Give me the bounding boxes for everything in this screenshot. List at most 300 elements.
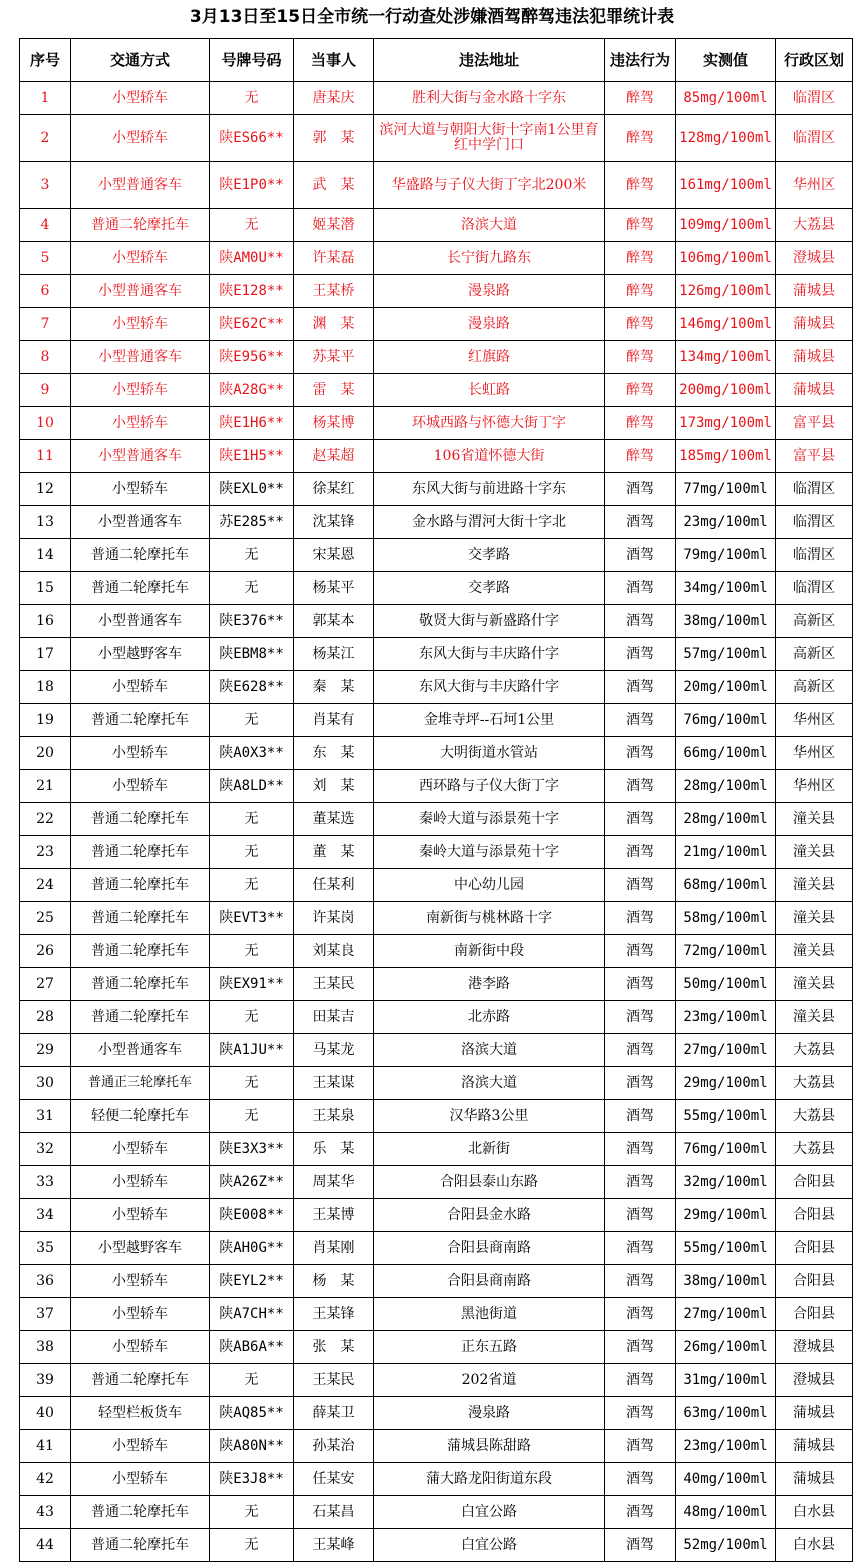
cell-plate-number: 陕AH0G** [210, 1232, 294, 1265]
cell-plate-number: 陕E3X3** [210, 1133, 294, 1166]
cell-vehicle-type: 普通二轮摩托车 [71, 209, 210, 242]
cell-district: 富平县 [776, 440, 853, 473]
cell-district: 临渭区 [776, 572, 853, 605]
cell-index: 25 [20, 902, 71, 935]
cell-plate-number: 无 [210, 209, 294, 242]
table-row [20, 803, 853, 836]
cell-party: 董某选 [294, 803, 374, 836]
cell-violation: 醉驾 [605, 440, 676, 473]
cell-party: 杨 某 [294, 1265, 374, 1298]
cell-party: 徐某红 [294, 473, 374, 506]
cell-address: 黑池街道 [374, 1298, 605, 1331]
cell-measured-value: 55mg/100ml [676, 1100, 776, 1133]
cell-vehicle-type: 小型轿车 [71, 115, 210, 162]
cell-district: 蒲城县 [776, 1397, 853, 1430]
cell-plate-number: 陕E1P0** [210, 162, 294, 209]
cell-index: 3 [20, 162, 71, 209]
cell-measured-value: 28mg/100ml [676, 803, 776, 836]
table-row [20, 836, 853, 869]
table-row [20, 902, 853, 935]
cell-measured-value: 76mg/100ml [676, 1133, 776, 1166]
cell-address: 洛滨大道 [374, 1067, 605, 1100]
cell-plate-number: 陕A26Z** [210, 1166, 294, 1199]
cell-measured-value: 52mg/100ml [676, 1529, 776, 1562]
table-row [20, 935, 853, 968]
cell-violation: 酒驾 [605, 869, 676, 902]
cell-plate-number: 无 [210, 869, 294, 902]
cell-party: 刘某良 [294, 935, 374, 968]
cell-address: 港李路 [374, 968, 605, 1001]
cell-plate-number: 陕ES66** [210, 115, 294, 162]
table-row [20, 275, 853, 308]
cell-party: 乐 某 [294, 1133, 374, 1166]
cell-district: 澄城县 [776, 1364, 853, 1397]
cell-vehicle-type: 小型普通客车 [71, 275, 210, 308]
cell-plate-number: 无 [210, 1067, 294, 1100]
cell-district: 华州区 [776, 737, 853, 770]
cell-district: 潼关县 [776, 803, 853, 836]
cell-party: 王某民 [294, 968, 374, 1001]
cell-plate-number: 陕AM0U** [210, 242, 294, 275]
cell-address: 交孝路 [374, 572, 605, 605]
cell-party: 王某桥 [294, 275, 374, 308]
cell-vehicle-type: 普通二轮摩托车 [71, 1529, 210, 1562]
cell-violation: 酒驾 [605, 1199, 676, 1232]
cell-measured-value: 23mg/100ml [676, 1430, 776, 1463]
cell-address: 漫泉路 [374, 1397, 605, 1430]
cell-party: 姬某潜 [294, 209, 374, 242]
cell-plate-number: 无 [210, 572, 294, 605]
table-row [20, 869, 853, 902]
cell-vehicle-type: 小型轿车 [71, 1463, 210, 1496]
cell-index: 35 [20, 1232, 71, 1265]
cell-party: 王某谋 [294, 1067, 374, 1100]
cell-measured-value: 77mg/100ml [676, 473, 776, 506]
cell-address: 秦岭大道与添景苑十字 [374, 803, 605, 836]
cell-vehicle-type: 普通二轮摩托车 [71, 935, 210, 968]
cell-plate-number: 陕AQ85** [210, 1397, 294, 1430]
cell-violation: 酒驾 [605, 539, 676, 572]
cell-index: 27 [20, 968, 71, 1001]
cell-measured-value: 57mg/100ml [676, 638, 776, 671]
table-row [20, 374, 853, 407]
cell-vehicle-type: 小型普通客车 [71, 162, 210, 209]
cell-index: 29 [20, 1034, 71, 1067]
cell-party: 苏某平 [294, 341, 374, 374]
cell-district: 大荔县 [776, 1100, 853, 1133]
cell-index: 19 [20, 704, 71, 737]
table-body [20, 82, 853, 1562]
cell-violation: 醉驾 [605, 407, 676, 440]
cell-party: 刘 某 [294, 770, 374, 803]
cell-district: 富平县 [776, 407, 853, 440]
cell-address: 金水路与渭河大街十字北 [374, 506, 605, 539]
cell-party: 任某利 [294, 869, 374, 902]
cell-district: 潼关县 [776, 935, 853, 968]
cell-address: 蒲城县陈甜路 [374, 1430, 605, 1463]
cell-vehicle-type: 小型普通客车 [71, 506, 210, 539]
cell-address: 汉华路3公里 [374, 1100, 605, 1133]
cell-party: 杨某江 [294, 638, 374, 671]
cell-party: 郭某本 [294, 605, 374, 638]
cell-address: 漫泉路 [374, 308, 605, 341]
cell-plate-number: 陕EXL0** [210, 473, 294, 506]
cell-violation: 酒驾 [605, 1100, 676, 1133]
cell-vehicle-type: 普通二轮摩托车 [71, 1496, 210, 1529]
cell-measured-value: 27mg/100ml [676, 1298, 776, 1331]
table-row [20, 1331, 853, 1364]
cell-measured-value: 38mg/100ml [676, 605, 776, 638]
cell-measured-value: 21mg/100ml [676, 836, 776, 869]
cell-vehicle-type: 小型轿车 [71, 308, 210, 341]
cell-district: 蒲城县 [776, 308, 853, 341]
cell-plate-number: 无 [210, 935, 294, 968]
table-row [20, 770, 853, 803]
table-row [20, 704, 853, 737]
table-row [20, 1463, 853, 1496]
cell-violation: 酒驾 [605, 1331, 676, 1364]
cell-district: 合阳县 [776, 1298, 853, 1331]
cell-address: 106省道怀德大街 [374, 440, 605, 473]
table-row [20, 82, 853, 115]
cell-vehicle-type: 小型普通客车 [71, 341, 210, 374]
cell-measured-value: 76mg/100ml [676, 704, 776, 737]
cell-plate-number: 陕E628** [210, 671, 294, 704]
cell-party: 田某吉 [294, 1001, 374, 1034]
cell-district: 大荔县 [776, 1133, 853, 1166]
cell-district: 华州区 [776, 770, 853, 803]
cell-party: 秦 某 [294, 671, 374, 704]
cell-plate-number: 陕AB6A** [210, 1331, 294, 1364]
cell-district: 潼关县 [776, 1001, 853, 1034]
table-row [20, 1397, 853, 1430]
cell-district: 蒲城县 [776, 374, 853, 407]
cell-index: 18 [20, 671, 71, 704]
header-address: 违法地址 [374, 39, 605, 82]
table-row [20, 1034, 853, 1067]
cell-violation: 酒驾 [605, 704, 676, 737]
cell-party: 孙某治 [294, 1430, 374, 1463]
cell-measured-value: 23mg/100ml [676, 1001, 776, 1034]
cell-district: 大荔县 [776, 209, 853, 242]
cell-vehicle-type: 小型轿车 [71, 1298, 210, 1331]
cell-plate-number: 无 [210, 1100, 294, 1133]
cell-index: 22 [20, 803, 71, 836]
cell-plate-number: 无 [210, 1529, 294, 1562]
cell-address: 长宁街九路东 [374, 242, 605, 275]
cell-violation: 醉驾 [605, 115, 676, 162]
cell-index: 28 [20, 1001, 71, 1034]
cell-violation: 酒驾 [605, 1397, 676, 1430]
cell-district: 蒲城县 [776, 1430, 853, 1463]
cell-violation: 酒驾 [605, 1430, 676, 1463]
cell-vehicle-type: 轻便二轮摩托车 [71, 1100, 210, 1133]
header-measured-value: 实测值 [676, 39, 776, 82]
cell-measured-value: 28mg/100ml [676, 770, 776, 803]
table-row [20, 308, 853, 341]
cell-violation: 酒驾 [605, 572, 676, 605]
cell-party: 周某华 [294, 1166, 374, 1199]
cell-plate-number: 陕E1H5** [210, 440, 294, 473]
cell-vehicle-type: 小型轿车 [71, 1199, 210, 1232]
cell-vehicle-type: 普通二轮摩托车 [71, 968, 210, 1001]
cell-address: 正东五路 [374, 1331, 605, 1364]
cell-measured-value: 106mg/100ml [676, 242, 776, 275]
table-row [20, 1067, 853, 1100]
cell-measured-value: 58mg/100ml [676, 902, 776, 935]
cell-district: 白水县 [776, 1529, 853, 1562]
cell-violation: 醉驾 [605, 209, 676, 242]
table-row [20, 737, 853, 770]
cell-address: 合阳县商南路 [374, 1265, 605, 1298]
cell-index: 40 [20, 1397, 71, 1430]
cell-party: 王某泉 [294, 1100, 374, 1133]
cell-measured-value: 173mg/100ml [676, 407, 776, 440]
cell-violation: 醉驾 [605, 341, 676, 374]
table-row [20, 407, 853, 440]
cell-vehicle-type: 普通二轮摩托车 [71, 704, 210, 737]
cell-party: 任某安 [294, 1463, 374, 1496]
cell-party: 王某博 [294, 1199, 374, 1232]
cell-party: 武 某 [294, 162, 374, 209]
cell-vehicle-type: 轻型栏板货车 [71, 1397, 210, 1430]
cell-violation: 酒驾 [605, 836, 676, 869]
cell-district: 澄城县 [776, 1331, 853, 1364]
cell-vehicle-type: 小型轿车 [71, 1166, 210, 1199]
table-row [20, 341, 853, 374]
header-party: 当事人 [294, 39, 374, 82]
cell-plate-number: 陕EVT3** [210, 902, 294, 935]
cell-measured-value: 79mg/100ml [676, 539, 776, 572]
cell-plate-number: 陕A8LD** [210, 770, 294, 803]
table-row [20, 440, 853, 473]
cell-index: 4 [20, 209, 71, 242]
cell-district: 华州区 [776, 162, 853, 209]
cell-vehicle-type: 小型轿车 [71, 737, 210, 770]
cell-violation: 酒驾 [605, 1265, 676, 1298]
cell-violation: 酒驾 [605, 1133, 676, 1166]
header-index: 序号 [20, 39, 71, 82]
cell-address: 合阳县泰山东路 [374, 1166, 605, 1199]
cell-measured-value: 200mg/100ml [676, 374, 776, 407]
table-row [20, 1364, 853, 1397]
cell-plate-number: 陕A28G** [210, 374, 294, 407]
cell-plate-number: 陕E62C** [210, 308, 294, 341]
cell-party: 赵某超 [294, 440, 374, 473]
cell-violation: 酒驾 [605, 671, 676, 704]
cell-plate-number: 陕A80N** [210, 1430, 294, 1463]
cell-party: 王某锋 [294, 1298, 374, 1331]
cell-party: 许某磊 [294, 242, 374, 275]
cell-plate-number: 陕A0X3** [210, 737, 294, 770]
cell-address: 敬贤大街与新盛路什字 [374, 605, 605, 638]
cell-vehicle-type: 小型轿车 [71, 770, 210, 803]
cell-vehicle-type: 普通二轮摩托车 [71, 1364, 210, 1397]
cell-address: 北赤路 [374, 1001, 605, 1034]
cell-measured-value: 185mg/100ml [676, 440, 776, 473]
cell-party: 沈某锋 [294, 506, 374, 539]
cell-measured-value: 34mg/100ml [676, 572, 776, 605]
cell-district: 潼关县 [776, 902, 853, 935]
cell-violation: 酒驾 [605, 638, 676, 671]
cell-vehicle-type: 小型越野客车 [71, 638, 210, 671]
table-row [20, 115, 853, 162]
cell-violation: 酒驾 [605, 473, 676, 506]
cell-index: 14 [20, 539, 71, 572]
cell-index: 8 [20, 341, 71, 374]
table-row [20, 539, 853, 572]
cell-measured-value: 146mg/100ml [676, 308, 776, 341]
cell-district: 合阳县 [776, 1265, 853, 1298]
header-plate-number: 号牌号码 [210, 39, 294, 82]
cell-party: 宋某恩 [294, 539, 374, 572]
cell-address: 南新街与桃林路十字 [374, 902, 605, 935]
cell-index: 15 [20, 572, 71, 605]
cell-plate-number: 无 [210, 704, 294, 737]
cell-address: 202省道 [374, 1364, 605, 1397]
cell-district: 潼关县 [776, 869, 853, 902]
cell-violation: 酒驾 [605, 506, 676, 539]
table-row [20, 638, 853, 671]
cell-vehicle-type: 小型轿车 [71, 242, 210, 275]
cell-vehicle-type: 小型普通客车 [71, 440, 210, 473]
cell-violation: 醉驾 [605, 308, 676, 341]
table-row [20, 506, 853, 539]
cell-district: 潼关县 [776, 968, 853, 1001]
cell-measured-value: 161mg/100ml [676, 162, 776, 209]
cell-address: 西环路与子仪大街丁字 [374, 770, 605, 803]
cell-district: 高新区 [776, 671, 853, 704]
cell-district: 合阳县 [776, 1199, 853, 1232]
cell-address: 白宜公路 [374, 1496, 605, 1529]
table-row [20, 209, 853, 242]
cell-district: 华州区 [776, 704, 853, 737]
cell-district: 临渭区 [776, 115, 853, 162]
cell-address: 南新街中段 [374, 935, 605, 968]
cell-violation: 酒驾 [605, 1166, 676, 1199]
cell-district: 合阳县 [776, 1166, 853, 1199]
cell-vehicle-type: 普通二轮摩托车 [71, 1001, 210, 1034]
cell-district: 临渭区 [776, 82, 853, 115]
cell-violation: 酒驾 [605, 1529, 676, 1562]
cell-plate-number: 无 [210, 1496, 294, 1529]
cell-index: 34 [20, 1199, 71, 1232]
cell-measured-value: 85mg/100ml [676, 82, 776, 115]
table-row [20, 1496, 853, 1529]
header-violation: 违法行为 [605, 39, 676, 82]
cell-violation: 醉驾 [605, 162, 676, 209]
cell-plate-number: 陕A1JU** [210, 1034, 294, 1067]
cell-address: 红旗路 [374, 341, 605, 374]
cell-district: 高新区 [776, 605, 853, 638]
cell-index: 44 [20, 1529, 71, 1562]
cell-party: 杨某平 [294, 572, 374, 605]
cell-vehicle-type: 普通二轮摩托车 [71, 869, 210, 902]
cell-index: 24 [20, 869, 71, 902]
cell-address: 东风大街与前进路十字东 [374, 473, 605, 506]
cell-district: 临渭区 [776, 506, 853, 539]
table-row [20, 473, 853, 506]
cell-measured-value: 29mg/100ml [676, 1199, 776, 1232]
cell-address: 东风大街与丰庆路什字 [374, 671, 605, 704]
cell-measured-value: 50mg/100ml [676, 968, 776, 1001]
cell-plate-number: 陕E3J8** [210, 1463, 294, 1496]
header-vehicle-type: 交通方式 [71, 39, 210, 82]
cell-index: 39 [20, 1364, 71, 1397]
cell-vehicle-type: 普通二轮摩托车 [71, 836, 210, 869]
cell-district: 澄城县 [776, 242, 853, 275]
cell-violation: 酒驾 [605, 1001, 676, 1034]
cell-plate-number: 无 [210, 82, 294, 115]
cell-index: 33 [20, 1166, 71, 1199]
cell-plate-number: 陕E956** [210, 341, 294, 374]
cell-address: 金堆寺坪--石坷1公里 [374, 704, 605, 737]
cell-address: 长虹路 [374, 374, 605, 407]
cell-measured-value: 134mg/100ml [676, 341, 776, 374]
cell-address: 白宜公路 [374, 1529, 605, 1562]
cell-violation: 酒驾 [605, 605, 676, 638]
cell-address: 大明街道水管站 [374, 737, 605, 770]
cell-vehicle-type: 小型普通客车 [71, 1034, 210, 1067]
cell-index: 7 [20, 308, 71, 341]
cell-district: 临渭区 [776, 539, 853, 572]
cell-index: 23 [20, 836, 71, 869]
cell-party: 东 某 [294, 737, 374, 770]
cell-vehicle-type: 普通二轮摩托车 [71, 902, 210, 935]
cell-violation: 醉驾 [605, 374, 676, 407]
cell-plate-number: 陕E128** [210, 275, 294, 308]
cell-district: 蒲城县 [776, 275, 853, 308]
cell-party: 肖某刚 [294, 1232, 374, 1265]
cell-party: 渊 某 [294, 308, 374, 341]
cell-index: 30 [20, 1067, 71, 1100]
cell-vehicle-type: 小型轿车 [71, 1331, 210, 1364]
cell-measured-value: 32mg/100ml [676, 1166, 776, 1199]
cell-party: 马某龙 [294, 1034, 374, 1067]
cell-measured-value: 29mg/100ml [676, 1067, 776, 1100]
cell-address: 交孝路 [374, 539, 605, 572]
cell-address: 蒲大路龙阳街道东段 [374, 1463, 605, 1496]
cell-violation: 酒驾 [605, 770, 676, 803]
cell-violation: 酒驾 [605, 902, 676, 935]
table-row [20, 162, 853, 209]
table-row [20, 1199, 853, 1232]
cell-plate-number: 苏E285** [210, 506, 294, 539]
cell-address: 秦岭大道与添景苑十字 [374, 836, 605, 869]
cell-index: 10 [20, 407, 71, 440]
cell-plate-number: 无 [210, 1001, 294, 1034]
cell-violation: 酒驾 [605, 1496, 676, 1529]
cell-measured-value: 72mg/100ml [676, 935, 776, 968]
cell-address: 滨河大道与朝阳大街十字南1公里育红中学门口 [374, 115, 605, 162]
cell-vehicle-type: 小型轿车 [71, 671, 210, 704]
cell-violation: 酒驾 [605, 1298, 676, 1331]
cell-district: 大荔县 [776, 1034, 853, 1067]
cell-measured-value: 55mg/100ml [676, 1232, 776, 1265]
cell-violation: 酒驾 [605, 1034, 676, 1067]
cell-vehicle-type: 普通二轮摩托车 [71, 572, 210, 605]
cell-measured-value: 40mg/100ml [676, 1463, 776, 1496]
cell-district: 大荔县 [776, 1067, 853, 1100]
header-row [20, 39, 853, 82]
cell-address: 北新街 [374, 1133, 605, 1166]
cell-vehicle-type: 普通二轮摩托车 [71, 539, 210, 572]
violations-table [19, 38, 853, 1562]
cell-vehicle-type: 小型轿车 [71, 374, 210, 407]
cell-address: 华盛路与子仪大街丁字北200米 [374, 162, 605, 209]
cell-index: 17 [20, 638, 71, 671]
cell-measured-value: 63mg/100ml [676, 1397, 776, 1430]
